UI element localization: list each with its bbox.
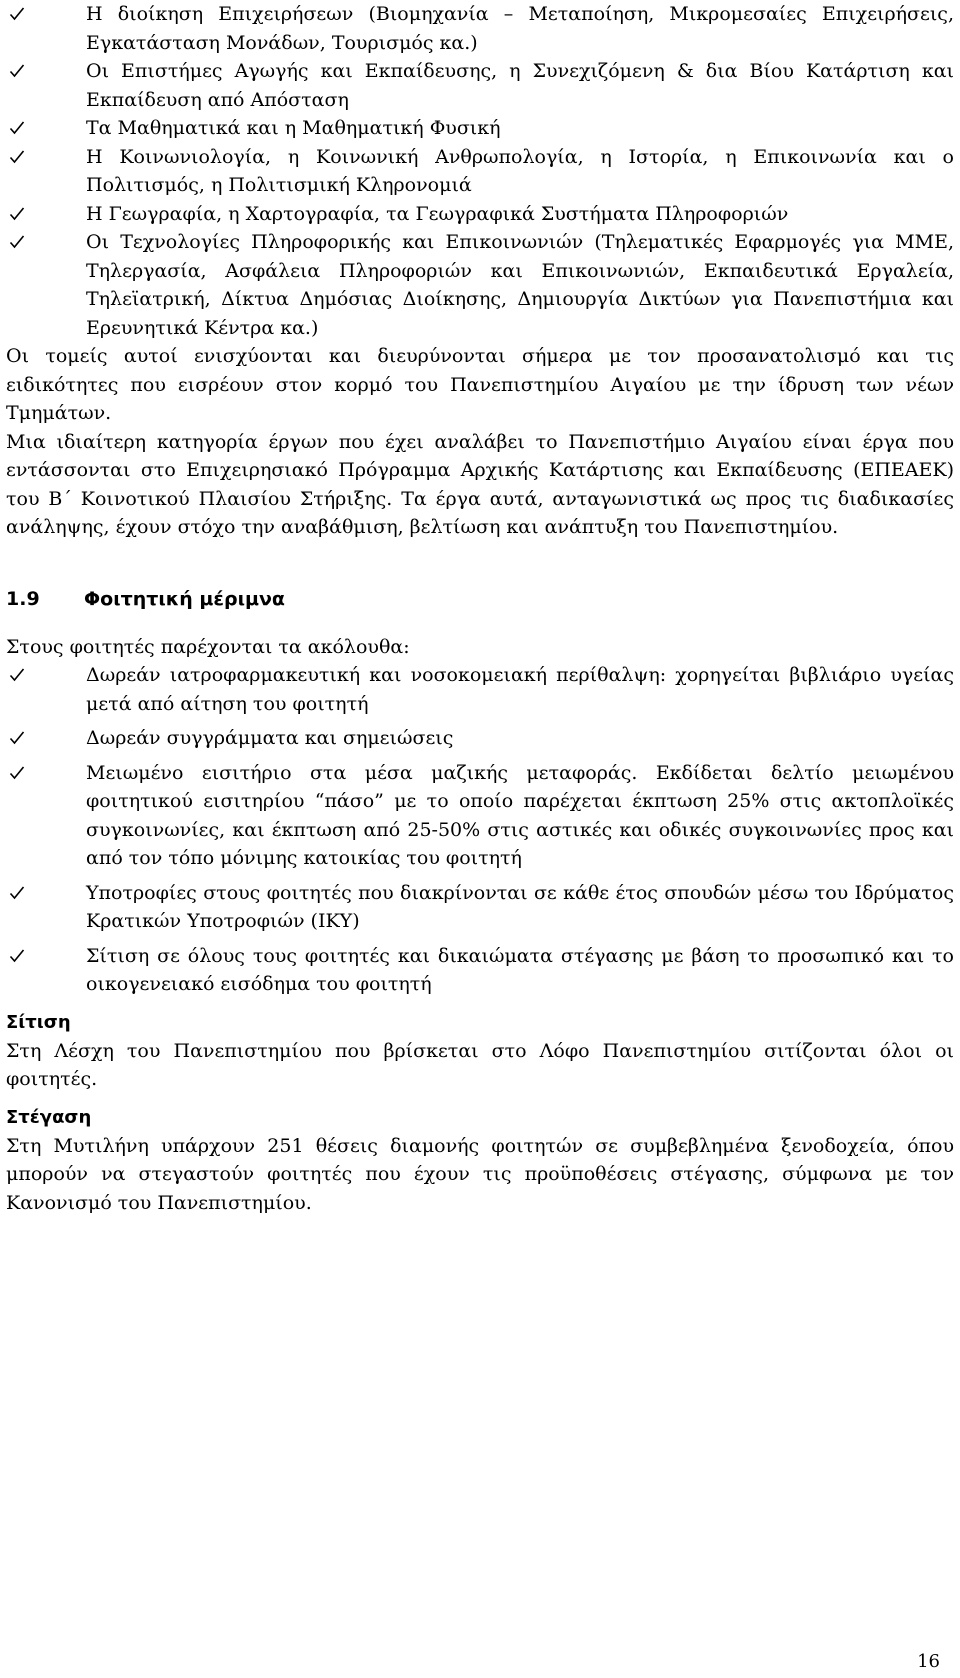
checkmark-icon xyxy=(6,143,28,172)
list-item xyxy=(6,114,954,143)
housing-text: Στη Μυτιλήνη υπάρχουν 251 θέσεις διαμονής φοιτητών σε συμβεβλημένα ξενοδοχεία, όπου μπορούν να στεγαστούν φοιτητές που έχουν τις προϋποθέσεις στέγασης, σύμφωνα με τον Κανονισμό του Πανεπιστημίου. xyxy=(6,1134,954,1214)
list-item-text: Η Γεωγραφία, η Χαρτογραφία, τα Γεωγραφικά Συστήματα Πληροφοριών xyxy=(86,202,789,225)
page-number: 16 xyxy=(917,1651,940,1672)
section-title: Φοιτητική μέριμνα xyxy=(84,587,285,610)
document-page xyxy=(6,0,954,1217)
section-intro: Στους φοιτητές παρέχονται τα ακόλουθα: xyxy=(6,635,410,658)
list-item xyxy=(6,724,954,753)
list-item-text: Οι Επιστήμες Αγωγής και Εκπαίδευσης, η Συνεχιζόμενη & δια Βίου Κατάρτιση και Εκπαίδευση από Απόσταση xyxy=(86,60,954,111)
checkmark-icon xyxy=(6,200,28,229)
dining-heading: Σίτιση xyxy=(6,1011,71,1033)
checkmark-icon xyxy=(6,114,28,143)
list-item xyxy=(6,0,954,57)
checkmark-icon xyxy=(6,724,28,753)
dining-text: Στη Λέσχη του Πανεπιστημίου που βρίσκεται στο Λόφο Πανεπιστημίου σιτίζονται όλοι οι φοιτητές. xyxy=(6,1039,954,1090)
list-item xyxy=(6,879,954,936)
section-heading xyxy=(6,585,954,613)
checkmark-icon xyxy=(6,661,28,690)
checkmark-icon xyxy=(6,942,28,971)
list-item xyxy=(6,942,954,999)
checkmark-icon xyxy=(6,879,28,908)
list-item xyxy=(6,661,954,718)
list-item-text: Μειωμένο εισιτήριο στα μέσα μαζικής μεταφοράς. Εκδίδεται δελτίο μειωμένου φοιτητικού εισιτηρίου “πάσο” με το οποίο παρέχεται έκπτωση 25% στις ακτοπλοϊκές συγκοινωνίες, και έκπτωση από 25-50% στις αστικές και οδικές συγκοινωνίες προς και από τον τόπο μόνιμης κατοικίας του φοιτητή xyxy=(86,761,954,869)
checkmark-icon xyxy=(6,57,28,86)
list-item-text: Οι Τεχνολογίες Πληροφορικής και Επικοινωνιών (Τηλεματικές Εφαρμογές για ΜΜΕ, Τηλεργασία, Ασφάλεια Πληροφοριών και Επικοινωνιών, Εκπαιδευτικά Εργαλεία, Τηλεϊατρική, Δίκτυα Δημόσιας Διοίκησης, Δημιουργία Δικτύων για Πανεπιστήμια και Ερευνητικά Κέντρα κα.) xyxy=(86,231,954,339)
checkmark-icon xyxy=(6,759,28,788)
list-item xyxy=(6,759,954,873)
research-areas-list xyxy=(6,0,954,342)
list-item xyxy=(6,57,954,114)
list-item xyxy=(6,228,954,342)
list-item-text: Υποτροφίες στους φοιτητές που διακρίνονται σε κάθε έτος σπουδών μέσω του Ιδρύματος Κρατικών Υποτροφιών (ΙΚΥ) xyxy=(86,881,954,932)
list-item-text: Δωρεάν ιατροφαρμακευτική και νοσοκομειακή περίθαλψη: χορηγείται βιβλιάριο υγείας μετά από αίτηση του φοιτητή xyxy=(86,664,954,715)
housing-heading: Στέγαση xyxy=(6,1106,92,1128)
list-item-text: Σίτιση σε όλους τους φοιτητές και δικαιώματα στέγασης με βάση το προσωπικό και το οικογενειακό εισόδημα του φοιτητή xyxy=(86,944,954,995)
projects-paragraph: Μια ιδιαίτερη κατηγορία έργων που έχει αναλάβει το Πανεπιστήμιο Αιγαίου είναι έργα που εντάσσονται στο Επιχειρησιακό Πρόγραμμα Αρχικής Κατάρτισης και Εκπαίδευσης (ΕΠΕΑΕΚ) του Β΄ Κοινοτικού Πλαισίου Στήριξης. Τα έργα αυτά, ανταγωνιστικά ως προς τις διαδικασίες ανάληψης, έχουν στόχο την αναβάθμιση, βελτίωση και ανάπτυξη του Πανεπιστημίου. xyxy=(6,430,954,538)
section-number: 1.9 xyxy=(6,587,40,610)
checkmark-icon xyxy=(6,228,28,257)
list-item-text: Η Κοινωνιολογία, η Κοινωνική Ανθρωπολογία, η Ιστορία, η Επικοινωνία και ο Πολιτισμός, η Πολιτισμική Κληρονομιά xyxy=(86,145,954,196)
checkmark-icon xyxy=(6,0,28,29)
benefits-list xyxy=(6,661,954,999)
list-item xyxy=(6,200,954,229)
list-item-text: Η διοίκηση Επιχειρήσεων (Βιομηχανία – Μεταποίηση, Μικρομεσαίες Επιχειρήσεις, Εγκατάσταση Μονάδων, Τουρισμός κα.) xyxy=(86,3,954,54)
sectors-paragraph: Οι τομείς αυτοί ενισχύονται και διευρύνονται σήμερα με τον προσανατολισμό και τις ειδικότητες που εισρέουν στον κορμό του Πανεπιστημίου Αιγαίου με την ίδρυση των νέων Τμημάτων. xyxy=(6,345,954,424)
list-item-text: Τα Μαθηματικά και η Μαθηματική Φυσική xyxy=(86,117,501,139)
list-item-text: Δωρεάν συγγράμματα και σημειώσεις xyxy=(86,727,454,749)
list-item xyxy=(6,143,954,200)
